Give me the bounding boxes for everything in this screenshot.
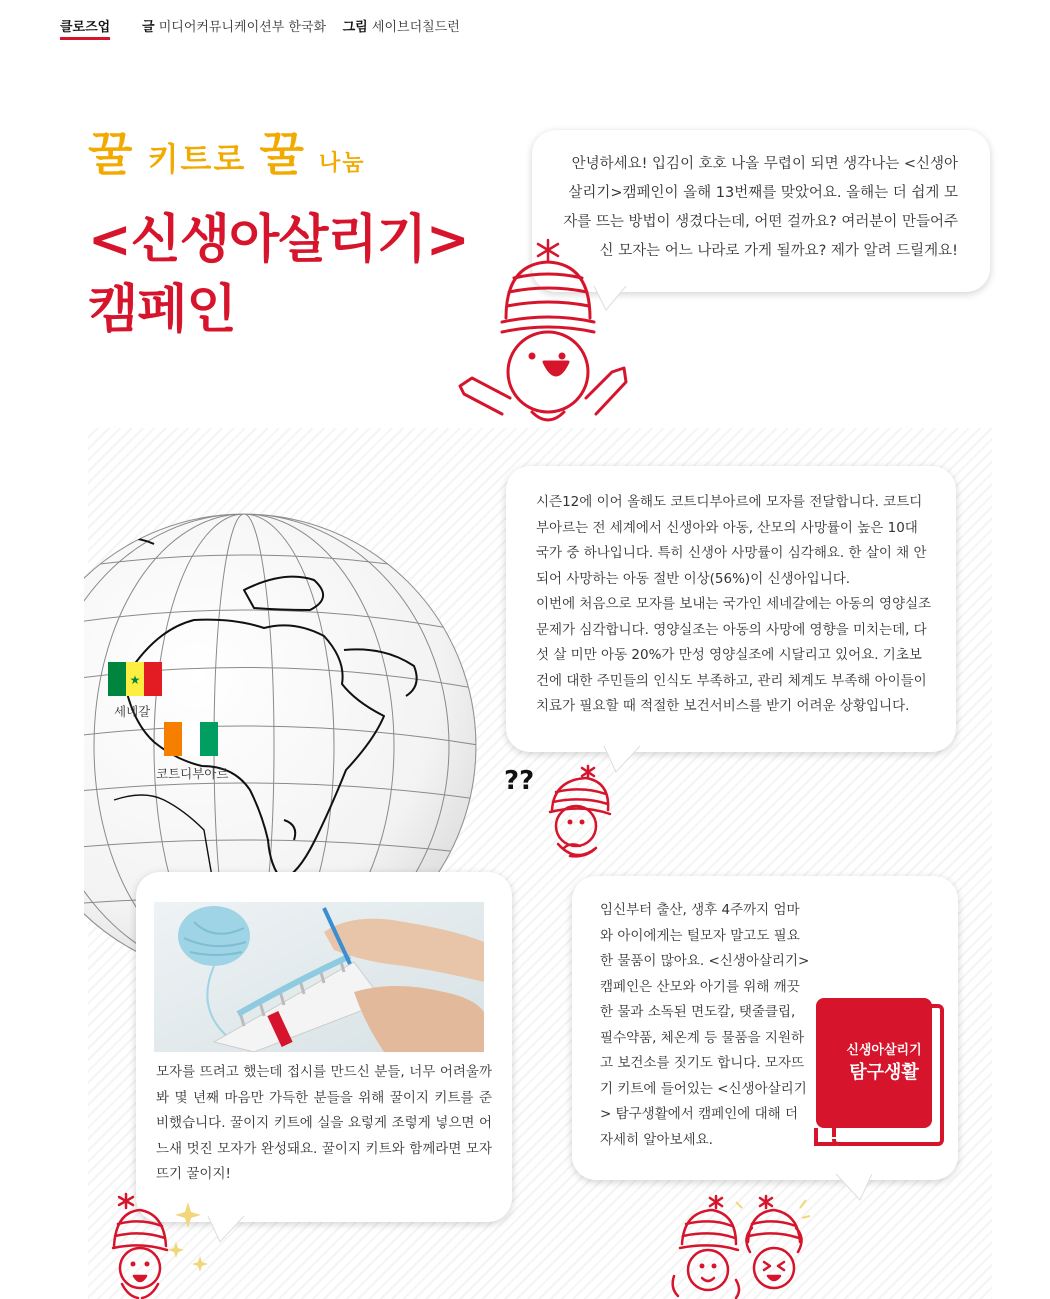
study-book-title bbox=[838, 1040, 930, 1084]
mascot-excited-icon bbox=[104, 1192, 214, 1299]
cote-divoire-label: 코트디부아르 bbox=[156, 766, 229, 781]
title-deco-word2: 나눔 bbox=[319, 151, 366, 176]
study-book-line2: 탐구생활 bbox=[849, 1062, 919, 1083]
page-title bbox=[88, 205, 469, 345]
mascot-pair-icon bbox=[666, 1192, 816, 1299]
knitting-kit-photo bbox=[154, 902, 484, 1052]
mascot-waving-icon bbox=[452, 238, 632, 430]
section-label: 클로즈업 bbox=[60, 16, 110, 40]
writer-name: 미디어커뮤니케이션부 한국화 bbox=[158, 20, 327, 35]
senegal-flag-icon bbox=[108, 662, 162, 696]
illustrator-name: 세이브더칠드런 bbox=[371, 20, 460, 35]
title-deco-char1: 꿀 bbox=[88, 127, 135, 181]
senegal-label: 세네갈 bbox=[114, 704, 151, 719]
info-para-1: 시즌12에 이어 올해도 코트디부아르에 모자를 전달합니다. 코트디부아르는 전 세계에서 신생아와 아동, 산모의 사망률이 높은 10대 국가 중 하나입니다. 특히 신생아 사망률이 심각해요. 한 살이 채 안 되어 사망하는 아동 절반 이상(56%)이 신생아입니다. bbox=[536, 494, 927, 587]
study-text: 임신부터 출산, 생후 4주까지 엄마와 아이에게는 털모자 말고도 필요한 물품이 많아요. <신생아살리기> 캠페인은 산모와 아기를 위해 깨끗한 물과 소독된 면도칼, 탯줄클립, 필수약품, 체온계 등 물품을 지원하고 보건소를 짓기도 합니다. 모자뜨기 키트에 들어있는 <신생아살리기> 탐구생활에서 캠페인에 대해 더 자세히 알아보세요. bbox=[600, 902, 810, 1148]
credits bbox=[142, 16, 460, 35]
intro-text: 안녕하세요! 입김이 호호 나올 무렵이 되면 생각나는 <신생아살리기>캠페인이 올해 13번째를 맞았어요. 올해는 더 쉽게 모자를 뜨는 방법이 생겼다는데, 어떤 걸까요? 여러분이 만들어주신 모자는 어느 나라로 가게 될까요? 제가 알려 드릴게요! bbox=[563, 156, 958, 259]
info-bubble bbox=[506, 466, 956, 752]
title-deco-word1: 키트로 bbox=[147, 140, 247, 178]
question-marks: ?? bbox=[504, 766, 535, 796]
info-text bbox=[536, 490, 932, 720]
kit-text: 모자를 뜨려고 했는데 접시를 만드신 분들, 너무 어려울까 봐 몇 년째 마음만 가득한 분들을 위해 꿀이지 키트를 준비했습니다. 꿀이지 키트에 실을 요렇게 조렇게 넣으면 어느새 멋진 모자가 완성돼요. 꿀이지 키트와 함께라면 모자뜨기 꿀이지! bbox=[156, 1064, 492, 1182]
svg-text:★: ★ bbox=[129, 673, 141, 687]
title-deco-char2: 꿀 bbox=[259, 127, 306, 181]
mascot-thinking-icon bbox=[540, 764, 614, 866]
title-line1: <신생아살리기> bbox=[88, 210, 469, 270]
title-decoration bbox=[88, 118, 366, 184]
study-book-line1: 신생아살리기 bbox=[846, 1043, 922, 1058]
writer-label: 글 bbox=[142, 20, 155, 35]
illustrator-label: 그림 bbox=[342, 20, 368, 35]
info-para-2: 이번에 처음으로 모자를 보내는 국가인 세네갈에는 아동의 영양실조 문제가 심각합니다. 영양실조는 아동의 사망에 영향을 미치는데, 다섯 살 미만 아동 20%가 만성 영양실조에 시달리고 있어요. 기초보건에 대한 주민들의 인식도 부족하고, 관리 체계도 부족해 아이들이 치료가 필요할 때 적절한 보건서비스를 받기 어려운 상황입니다. bbox=[536, 596, 932, 714]
title-line2: 캠페인 bbox=[88, 280, 236, 340]
cote-divoire-flag-icon bbox=[164, 722, 218, 756]
study-bubble-tail bbox=[834, 1174, 878, 1204]
